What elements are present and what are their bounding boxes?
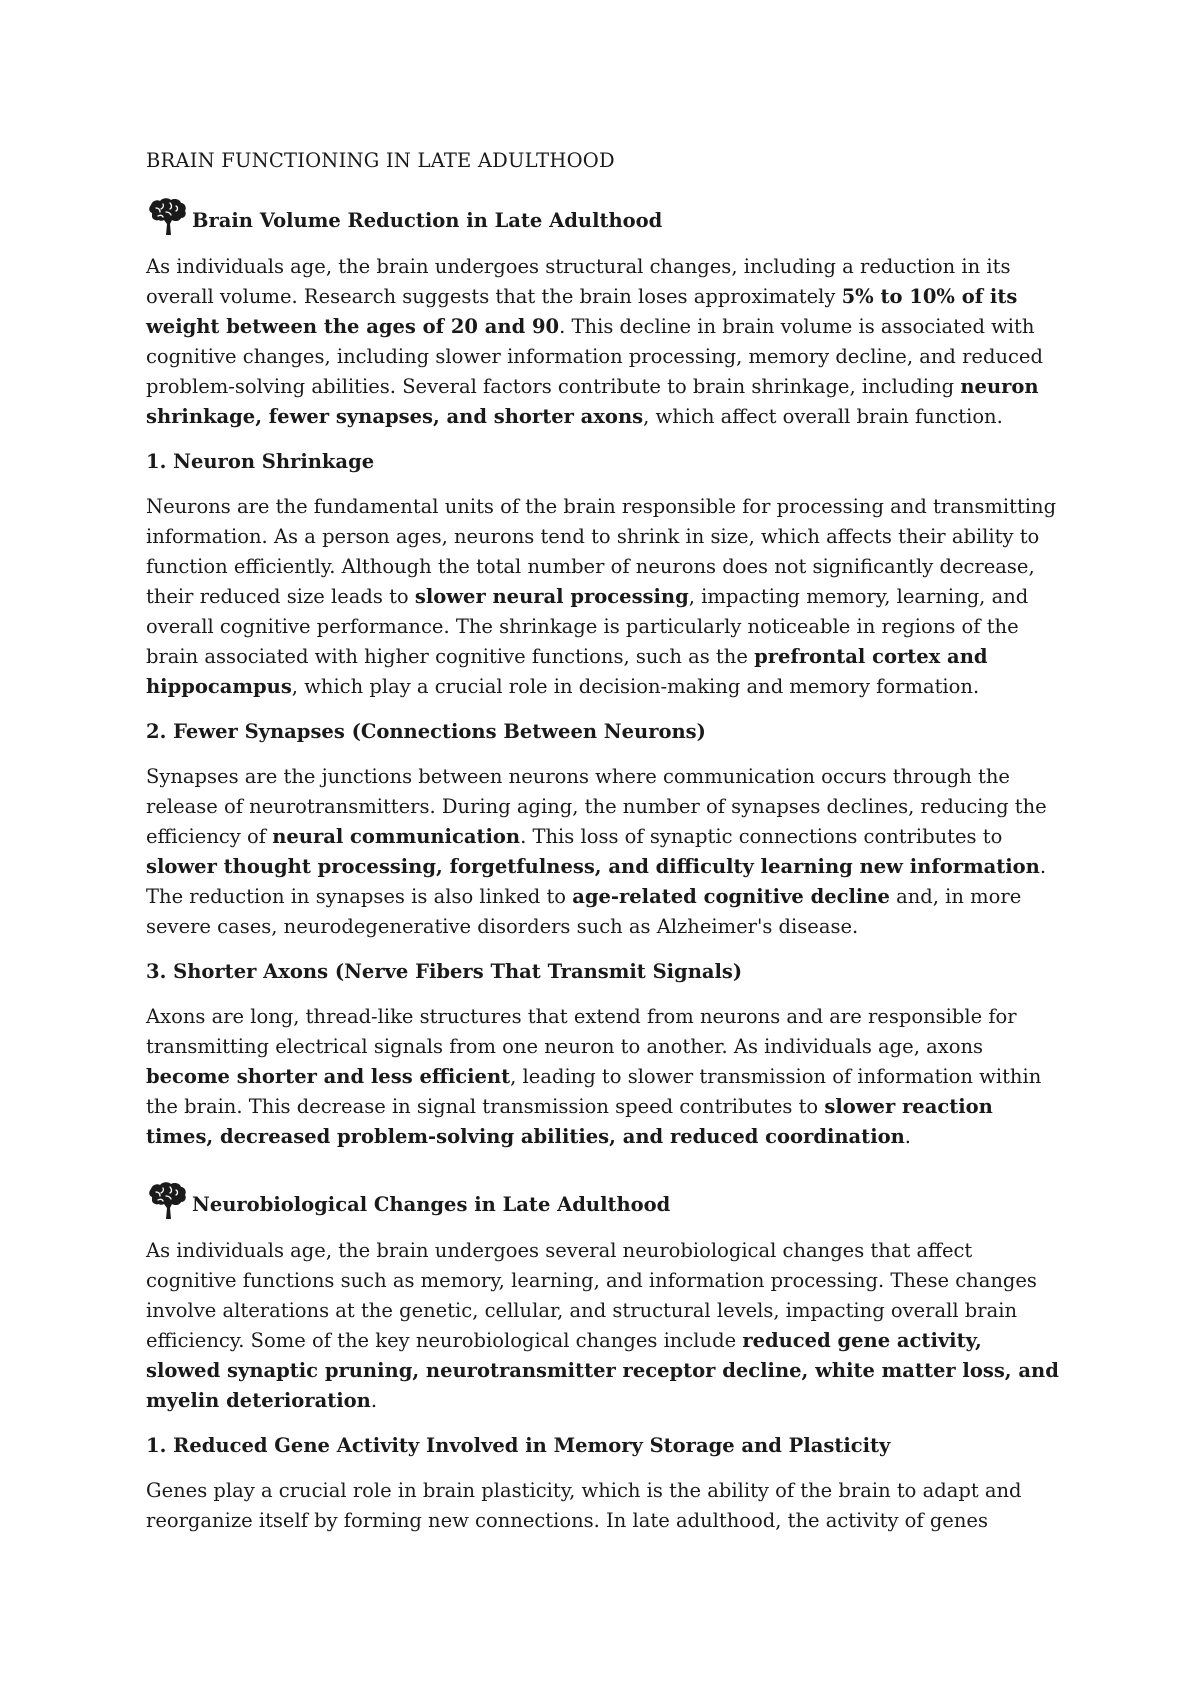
- paragraph-brain-volume-intro: As individuals age, the brain undergoes structural changes, including a reduction in its overall volume. Research suggests that the brain loses approximately 5% to 10% of its weight between the ages of 20 and 90. This decline in brain volume is associated with cognitive changes, including slower information processing, memory decline, and reduced problem-solving abilities. Several factors contribute to brain shrinkage, including neuron shrinkage, fewer synapses, and shorter axons, which affect overall brain function.: [146, 255, 1043, 428]
- section-heading-neurobiological-changes: [146, 1180, 1060, 1220]
- section-heading-brain-volume: [146, 196, 1060, 236]
- section-heading-label: Brain Volume Reduction in Late Adulthood: [192, 209, 663, 232]
- paragraph-fewer-synapses: Synapses are the junctions between neurons where communication occurs through the release of neurotransmitters. During aging, the number of synapses declines, reducing the efficiency of neural communication. This loss of synaptic connections contributes to slower thought processing, forgetfulness, and difficulty learning new information. The reduction in synapses is also linked to age-related cognitive decline and, in more severe cases, neurodegenerative disorders such as Alzheimer's disease.: [146, 765, 1047, 938]
- paragraph-neurobiological-intro: As individuals age, the brain undergoes several neurobiological changes that affect cognitive functions such as memory, learning, and information processing. These changes involve alterations at the genetic, cellular, and structural levels, impacting overall brain efficiency. Some of the key neurobiological changes include reduced gene activity, slowed synaptic pruning, neurotransmitter receptor decline, white matter loss, and myelin deterioration.: [146, 1239, 1059, 1412]
- document-title: BRAIN FUNCTIONING IN LATE ADULTHOOD: [146, 149, 615, 172]
- paragraph-neuron-shrinkage: Neurons are the fundamental units of the brain responsible for processing and transmitting information. As a person ages, neurons tend to shrink in size, which affects their ability to function efficiently. Although the total number of neurons does not significantly decrease, their reduced size leads to slower neural processing, impacting memory, learning, and overall cognitive performance. The shrinkage is particularly noticeable in regions of the brain associated with higher cognitive functions, such as the prefrontal cortex and hippocampus, which play a crucial role in decision-making and memory formation.: [146, 495, 1057, 698]
- subheading-fewer-synapses: 2. Fewer Synapses (Connections Between Neurons): [146, 720, 706, 743]
- brain-icon: [146, 196, 190, 236]
- paragraph-reduced-gene-activity: Genes play a crucial role in brain plasticity, which is the ability of the brain to adapt and reorganize itself by forming new connections. In late adulthood, the activity of genes: [146, 1479, 1022, 1532]
- section-heading-label: Neurobiological Changes in Late Adulthood: [192, 1193, 671, 1216]
- subheading-neuron-shrinkage: 1. Neuron Shrinkage: [146, 450, 375, 473]
- paragraph-shorter-axons: Axons are long, thread-like structures that extend from neurons and are responsible for transmitting electrical signals from one neuron to another. As individuals age, axons become shorter and less efficient, leading to slower transmission of information within the brain. This decrease in signal transmission speed contributes to slower reaction times, decreased problem-solving abilities, and reduced coordination.: [146, 1005, 1042, 1148]
- subheading-shorter-axons: 3. Shorter Axons (Nerve Fibers That Transmit Signals): [146, 960, 743, 983]
- subheading-reduced-gene-activity: 1. Reduced Gene Activity Involved in Memory Storage and Plasticity: [146, 1434, 891, 1457]
- brain-icon: [146, 1180, 190, 1220]
